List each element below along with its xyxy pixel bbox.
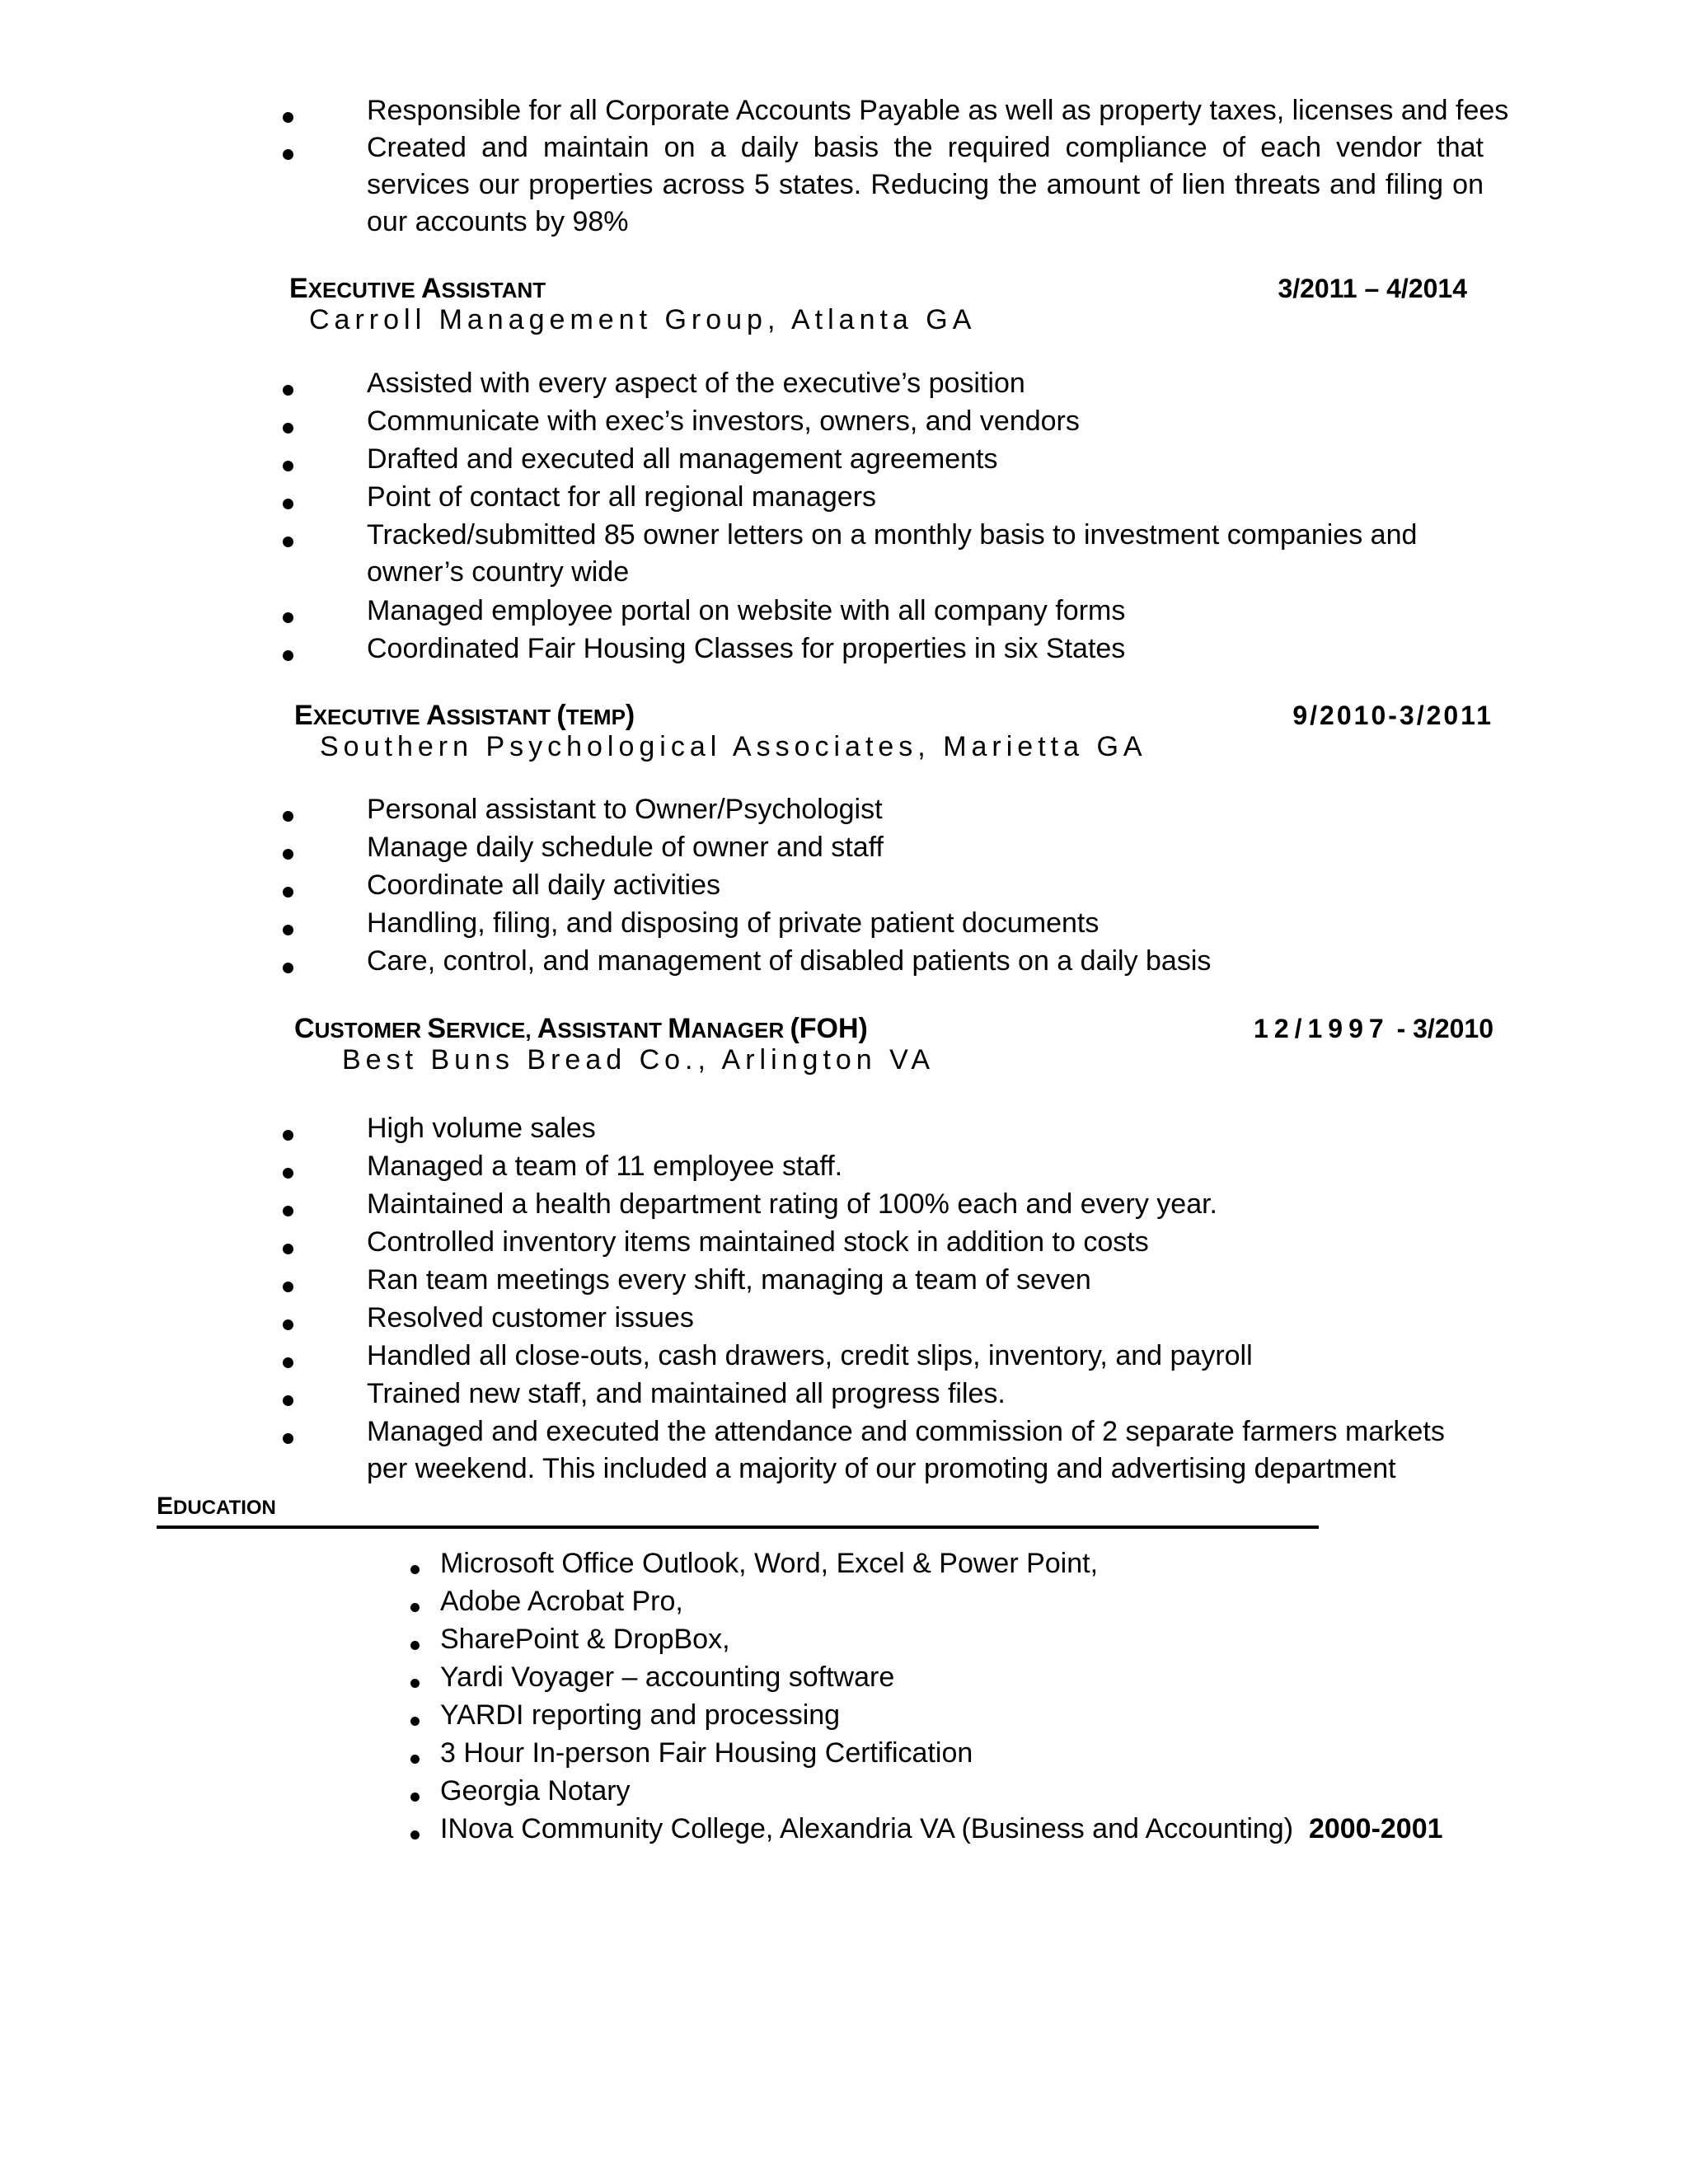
bullet-icon <box>283 887 293 898</box>
job-dates: 9/2010-3/2011 <box>1292 701 1493 730</box>
company-name: Southern Psychological Associates, Marietta GA <box>320 731 1147 762</box>
bullet-text: Controlled inventory items maintained stock in addition to costs <box>367 1226 1149 1258</box>
education-school: INova Community College, Alexandria VA (Business and Accounting) <box>440 1813 1294 1844</box>
bullet-icon <box>283 1206 293 1216</box>
bullet-text: Yardi Voyager – accounting software <box>440 1661 895 1693</box>
education-dates: 2000-2001 <box>1308 1813 1443 1844</box>
bullet-icon <box>410 1717 420 1726</box>
bullet-icon <box>283 925 293 935</box>
section-heading-education: EDUCATION <box>157 1488 1319 1529</box>
bullet-icon <box>283 1168 293 1179</box>
bullet-text: Resolved customer issues <box>367 1302 694 1333</box>
bullet-text: Handling, filing, and disposing of private patient documents <box>367 907 1100 939</box>
job-title: EXECUTIVE ASSISTANT <box>289 273 546 304</box>
bullet-icon <box>283 1395 293 1406</box>
bullet-text: Trained new staff, and maintained all progress files. <box>367 1378 1006 1409</box>
bullet-icon <box>283 650 293 661</box>
company-name: Carroll Management Group, Atlanta GA <box>309 304 977 335</box>
company-name: Best Buns Bread Co., Arlington VA <box>342 1044 935 1076</box>
bullet-icon <box>283 499 293 509</box>
bullet-text: High volume sales <box>367 1113 596 1144</box>
bullet-icon <box>283 461 293 471</box>
bullet-icon <box>283 385 293 396</box>
bullet-icon <box>283 1357 293 1368</box>
bullet-text: Care, control, and management of disabled patients on a daily basis <box>367 945 1212 977</box>
bullet-text: Point of contact for all regional managers <box>367 481 877 513</box>
bullet-icon <box>283 149 293 160</box>
bullet-text: Responsible for all Corporate Accounts Payable as well as property taxes, licenses and fees <box>367 95 1509 126</box>
bullet-icon <box>283 963 293 973</box>
bullet-icon <box>283 1319 293 1330</box>
education-entry <box>440 1811 1443 1848</box>
bullet-text: YARDI reporting and processing <box>440 1699 841 1731</box>
bullet-text: Managed and executed the attendance and commission of 2 separate farmers markets per weekend. This included a majority of our promoting and advertising department <box>367 1416 1445 1484</box>
job-title: EXECUTIVE ASSISTANT (TEMP) <box>294 700 635 731</box>
bullet-text: Tracked/submitted 85 owner letters on a monthly basis to investment companies and owner’s country wide <box>367 519 1418 588</box>
bullet-icon <box>410 1755 420 1764</box>
bullet-text: Adobe Acrobat Pro, <box>440 1586 683 1617</box>
bullet-text: Coordinate all daily activities <box>367 869 720 901</box>
bullet-icon <box>410 1793 420 1802</box>
bullet-text: Managed a team of 11 employee staff. <box>367 1151 843 1182</box>
job-title: CUSTOMER SERVICE, ASSISTANT MANAGER (FOH) <box>294 1013 868 1044</box>
bullet-icon <box>410 1830 420 1840</box>
bullet-text: Created and maintain on a daily basis the required compliance of each vendor that services our properties across 5 states. Reducing the amount of lien threats and filing on our accounts by 98% <box>367 132 1484 237</box>
bullet-text: Microsoft Office Outlook, Word, Excel & Power Point, <box>440 1548 1099 1579</box>
bullet-text: Maintained a health department rating of 100% each and every year. <box>367 1188 1218 1220</box>
bullet-text: Communicate with exec’s investors, owners, and vendors <box>367 405 1080 437</box>
bullet-text: Manage daily schedule of owner and staff <box>367 832 884 863</box>
bullet-icon <box>283 1244 293 1254</box>
bullet-icon <box>283 1433 293 1444</box>
bullet-icon <box>410 1641 420 1650</box>
bullet-icon <box>410 1565 420 1574</box>
bullet-text: 3 Hour In-person Fair Housing Certification <box>440 1737 973 1769</box>
bullet-icon <box>410 1679 420 1688</box>
bullet-icon <box>410 1603 420 1612</box>
bullet-text: Georgia Notary <box>440 1775 631 1807</box>
bullet-text: Ran team meetings every shift, managing a team of seven <box>367 1264 1091 1296</box>
bullet-icon <box>283 849 293 860</box>
job-dates: 3/2011 – 4/2014 <box>1278 274 1467 303</box>
bullet-text: Assisted with every aspect of the executive’s position <box>367 368 1025 399</box>
bullet-text: Coordinated Fair Housing Classes for properties in six States <box>367 633 1126 664</box>
bullet-icon <box>283 537 293 547</box>
bullet-text: Managed employee portal on website with all company forms <box>367 595 1126 626</box>
bullet-icon <box>283 423 293 434</box>
bullet-icon <box>283 112 293 123</box>
bullet-icon <box>283 811 293 822</box>
bullet-icon <box>283 1130 293 1141</box>
bullet-text: Handled all close-outs, cash drawers, credit slips, inventory, and payroll <box>367 1340 1253 1371</box>
bullet-text: Drafted and executed all management agreements <box>367 443 998 475</box>
bullet-icon <box>283 612 293 623</box>
bullet-icon <box>283 1282 293 1292</box>
bullet-text: SharePoint & DropBox, <box>440 1624 730 1655</box>
job-dates: 12/1997 - 3/2010 <box>1254 1014 1493 1043</box>
bullet-text: Personal assistant to Owner/Psychologist <box>367 794 883 825</box>
